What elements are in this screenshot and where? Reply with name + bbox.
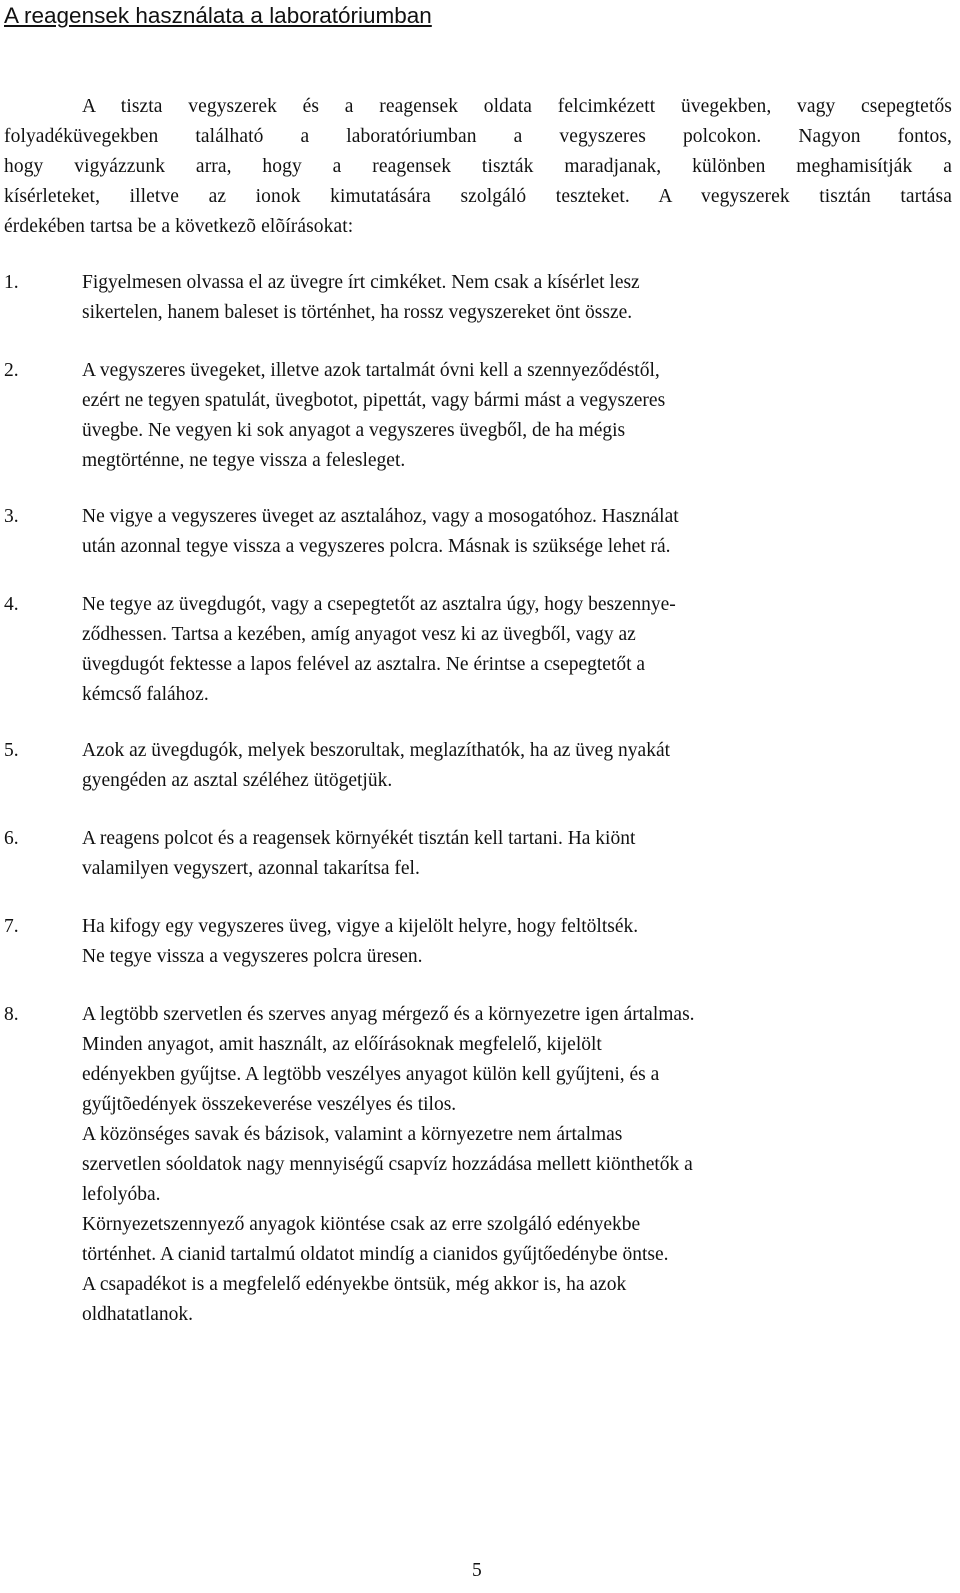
list-item (4, 268, 904, 328)
list-item-line: lefolyóba. (82, 1184, 161, 1205)
list-item-line: A reagens polcot és a reagensek környékét tisztán kell tartani. Ha kiönt (82, 828, 636, 849)
list-item-number: 4. (4, 594, 19, 615)
list-item-number: 5. (4, 740, 19, 761)
list-item-number: 3. (4, 506, 19, 527)
list-item-text (82, 356, 904, 476)
list-item-line: edényekben gyűjtse. A legtöbb veszélyes anyagot külön kell gyűjteni, és a (82, 1064, 660, 1085)
list-item-text (82, 912, 904, 972)
list-item (4, 1000, 904, 1330)
list-item-line: történhet. A cianid tartalmú oldatot mindíg a cianidos gyűjtőedénybe öntse. (82, 1244, 669, 1265)
intro-line: érdekében tartsa be a következõ elõírásokat: (4, 216, 354, 237)
list-item (4, 912, 904, 972)
list-item-text (82, 268, 904, 328)
list-item-line: valamilyen vegyszert, azonnal takarítsa fel. (82, 858, 420, 879)
list-item (4, 502, 904, 562)
list-item-line: után azonnal tegye vissza a vegyszeres polcra. Másnak is szüksége lehet rá. (82, 536, 671, 557)
list-item-line: szervetlen sóoldatok nagy mennyiségű csapvíz hozzádása mellett kiönthetők a (82, 1154, 693, 1175)
list-item-line: kémcső falához. (82, 684, 209, 705)
intro-paragraph (4, 92, 952, 242)
list-item-number: 6. (4, 828, 19, 849)
intro-line: kísérleteket, illetve az ionok kimutatására szolgáló teszteket. A vegyszerek tisztán tartása (4, 186, 952, 207)
list-item-line: oldhatatlanok. (82, 1304, 194, 1325)
list-item-line: A csapadékot is a megfelelő edényekbe öntsük, még akkor is, ha azok (82, 1274, 627, 1295)
list-item-line: megtörténne, ne tegye vissza a felesleget. (82, 450, 406, 471)
list-item (4, 736, 904, 796)
list-item-text (82, 824, 904, 884)
list-item-text (82, 1000, 904, 1330)
list-item-line: Ne tegye az üvegdugót, vagy a csepegtetőt az asztalra úgy, hogy beszennye- (82, 594, 676, 615)
list-item-line: üvegdugót fektesse a lapos felével az asztalra. Ne érintse a csepegtetőt a (82, 654, 646, 675)
list-item-line: Minden anyagot, amit használt, az előírásoknak megfelelő, kijelölt (82, 1034, 602, 1055)
list-item-line: A vegyszeres üvegeket, illetve azok tartalmát óvni kell a szennyeződéstől, (82, 360, 660, 381)
list-item-line: gyengéden az asztal széléhez ütögetjük. (82, 770, 393, 791)
list-item-number: 8. (4, 1004, 19, 1025)
list-item-line: Környezetszennyező anyagok kiöntése csak az erre szolgáló edényekbe (82, 1214, 641, 1235)
list-item-line: Ha kifogy egy vegyszeres üveg, vigye a kijelölt helyre, hogy feltöltsék. (82, 916, 639, 937)
list-item (4, 590, 904, 710)
list-item (4, 824, 904, 884)
intro-line: hogy vigyázzunk arra, hogy a reagensek tiszták maradjanak, különben meghamisítják a (4, 156, 952, 177)
list-item-line: Figyelmesen olvassa el az üvegre írt cimkéket. Nem csak a kísérlet lesz (82, 272, 640, 293)
list-item-number: 7. (4, 916, 19, 937)
intro-line: folyadéküvegekben található a laboratóriumban a vegyszeres polcokon. Nagyon fontos, (4, 126, 952, 147)
list-item-text (82, 736, 904, 796)
list-item-line: Ne vigye a vegyszeres üveget az asztalához, vagy a mosogatóhoz. Használat (82, 506, 679, 527)
list-item-line: A közönséges savak és bázisok, valamint a környezetre nem ártalmas (82, 1124, 623, 1145)
list-item-line: gyűjtõedények összekeverése veszélyes és tilos. (82, 1094, 457, 1115)
list-item-number: 2. (4, 360, 19, 381)
list-item (4, 356, 904, 476)
list-item-line: ezért ne tegyen spatulát, üvegbotot, pipettát, vagy bármi mást a vegyszeres (82, 390, 666, 411)
list-item-line: sikertelen, hanem baleset is történhet, ha rossz vegyszereket önt össze. (82, 302, 633, 323)
list-item-line: üvegbe. Ne vegyen ki sok anyagot a vegyszeres üvegből, de ha mégis (82, 420, 626, 441)
list-item-line: ződhessen. Tartsa a kezében, amíg anyagot vesz ki az üvegből, vagy az (82, 624, 636, 645)
page-number: 5 (472, 1560, 482, 1581)
list-item-text (82, 590, 904, 710)
list-item-line: Ne tegye vissza a vegyszeres polcra üresen. (82, 946, 423, 967)
list-item-line: A legtöbb szervetlen és szerves anyag mérgező és a környezetre igen ártalmas. (82, 1004, 695, 1025)
document-title: A reagensek használata a laboratóriumban (4, 3, 432, 28)
list-item-line: Azok az üvegdugók, melyek beszorultak, meglazíthatók, ha az üveg nyakát (82, 740, 671, 761)
list-item-number: 1. (4, 272, 19, 293)
list-item-text (82, 502, 904, 562)
intro-line: A tiszta vegyszerek és a reagensek oldata felcimkézett üvegekben, vagy csepegtetős (82, 96, 952, 117)
